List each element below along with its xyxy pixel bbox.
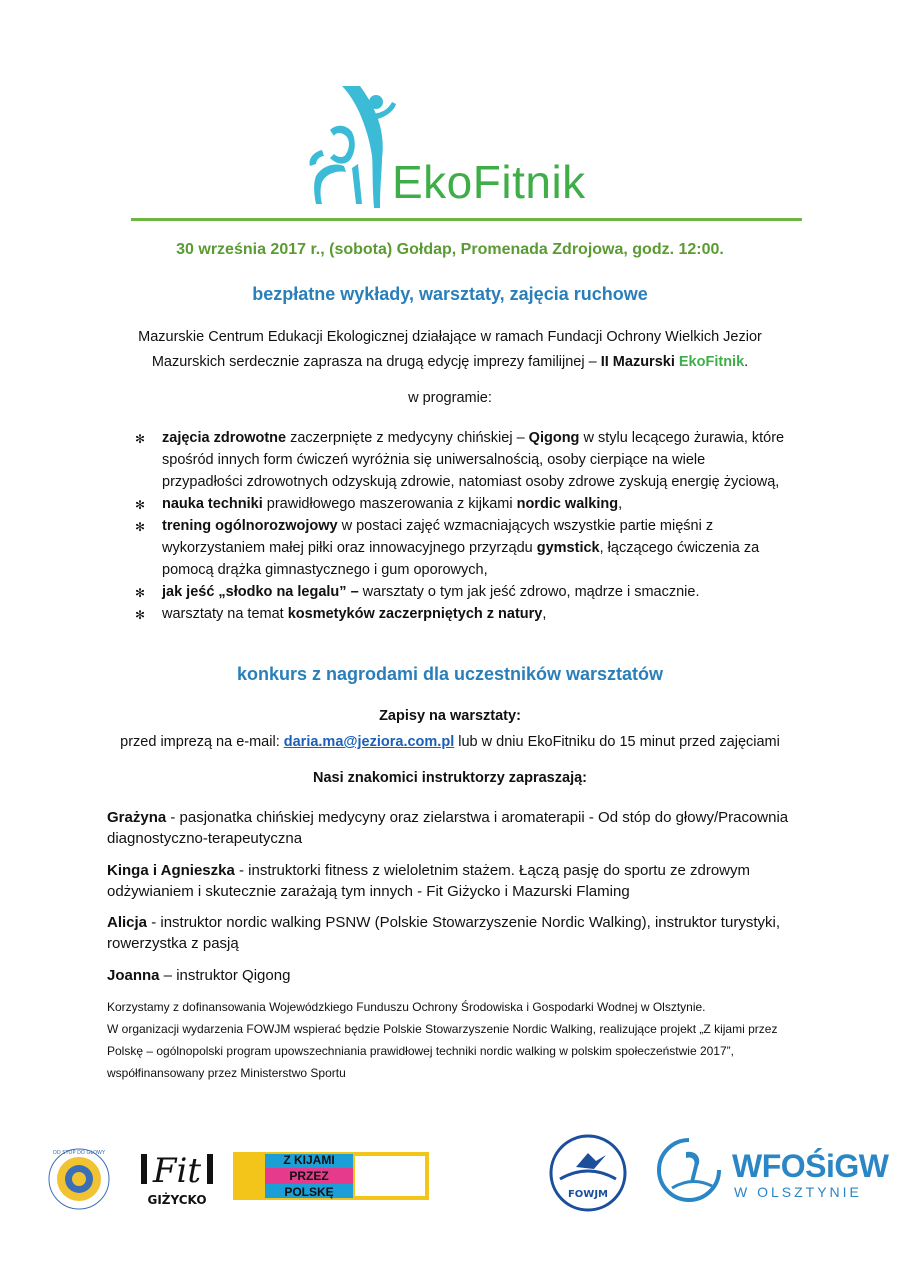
asterisk-icon: ✻ — [135, 586, 146, 600]
wfosigw-title: WFOŚiGW — [732, 1148, 889, 1184]
header-divider — [131, 218, 802, 221]
item-text: prawidłowego maszerowania z kijkami — [262, 496, 517, 512]
ministry-badge — [355, 1156, 425, 1196]
list-item — [135, 427, 785, 493]
item-text: zaczerpnięte z medycyny chińskiej – — [286, 430, 529, 446]
item-bold: zajęcia zdrowotne — [162, 430, 287, 446]
item-bold: Qigong — [528, 430, 580, 446]
intro-paragraph — [0, 325, 900, 375]
instructor-grazyna — [107, 807, 807, 849]
intro-brand: EkoFitnik — [678, 354, 745, 370]
z-kijami-logo — [233, 1152, 429, 1200]
gizycko-label: GIŻYCKO — [147, 1193, 207, 1207]
item-text: warsztaty o tym jak jeść zdrowo, mądrze i smacznie. — [358, 584, 700, 600]
item-bold: nauka techniki — [162, 496, 263, 512]
z-kijami-line-1: Z KIJAMI — [283, 1153, 335, 1167]
od-stop-do-glowy-logo — [42, 1147, 116, 1211]
heron-icon — [686, 1152, 699, 1182]
intro-end: . — [744, 354, 749, 370]
intro-line-1: Mazurskie Centrum Edukacji Ekologicznej działające w ramach Fundacji Ochrony Wielkich Jezior — [138, 329, 762, 345]
email-link[interactable]: daria.ma@jeziora.com.pl — [283, 734, 455, 750]
instructor-name: Joanna — [107, 967, 160, 984]
contest-heading: konkurs z nagrodami dla uczestników warsztatów — [236, 664, 664, 684]
list-item — [135, 603, 785, 625]
item-bold: kosmetyków zaczerpniętych z natury — [287, 606, 543, 622]
item-text: , łączącego ćwiczenia za pomocą drążka gimnastycznego i gum oporowych, — [162, 540, 760, 578]
list-item — [135, 493, 785, 515]
intro-text: Mazurskich serdecznie zaprasza na drugą edycję imprezy familijnej – — [151, 354, 601, 370]
item-bold: gymstick — [536, 540, 600, 556]
z-kijami-line-3: POLSKĘ — [284, 1185, 334, 1199]
signup-title: Zapisy na warsztaty: — [379, 708, 521, 724]
instructor-name: Alicja — [107, 914, 148, 931]
asterisk-icon: ✻ — [135, 608, 146, 622]
fit-label: Fit — [152, 1151, 202, 1191]
funding-note — [107, 996, 807, 1084]
brand-title: EkoFitnik — [392, 156, 586, 208]
event-date-line: 30 września 2017 r., (sobota) Gołdap, Promenada Zdrojowa, godz. 12:00. — [176, 241, 724, 258]
list-item — [135, 581, 785, 603]
instructor-desc: – instruktor Qigong — [159, 967, 291, 984]
item-text: , — [618, 496, 623, 512]
intro-line-2 — [0, 350, 900, 375]
wfosigw-subtitle: W OLSZTYNIE — [734, 1184, 862, 1200]
wfosigw-bird-logo — [652, 1136, 726, 1202]
item-text: , — [542, 606, 547, 622]
program-label: w programie: — [408, 390, 492, 406]
item-bold: trening ogólnorozwojowy — [162, 518, 338, 534]
asterisk-icon: ✻ — [135, 432, 146, 446]
asterisk-icon: ✻ — [135, 498, 146, 512]
instructor-desc: - pasjonatka chińskiej medycyny oraz zielarstwa i aromaterapii - Od stóp do głowy/Pracownia diagnostyczno-terapeutyczna — [107, 809, 789, 847]
instructor-name: Kinga i Agnieszka — [107, 862, 235, 879]
instructor-desc: - instruktor nordic walking PSNW (Polskie Stowarzyszenie Nordic Walking), instruktor turystyki, rowerzystka z pasją — [107, 914, 780, 952]
item-text: w stylu lecącego żurawia, które spośród innych form ćwiczeń wyróżnia się uniwersalnością, osoby cierpiące na wiele przypadłości zdrowotnych odzyskują zdrowie, natomiast osoby zdrowe zyskują energię życiową, — [162, 430, 785, 490]
intro-bold: II Mazurski — [600, 354, 679, 370]
instructor-joanna — [107, 965, 807, 986]
instructor-alicja — [107, 912, 807, 954]
asterisk-icon: ✻ — [135, 520, 146, 534]
gymnast-logo-icon — [300, 80, 400, 210]
od-stop-label: OD STÓP DO GŁOWY — [52, 1150, 106, 1156]
item-text: w postaci zajęć wzmacniających wszystkie partie mięśni z wykorzystaniem małej piłki oraz innowacyjnego przyrządu — [162, 518, 714, 556]
signup-line — [0, 734, 900, 750]
item-text: warsztaty na temat — [162, 606, 288, 622]
item-bold: nordic walking — [516, 496, 619, 512]
funding-line-1: Korzystamy z dofinansowania Wojewódzkiego Funduszu Ochrony Środowiska i Gospodarki Wodnej w Olsztynie. — [107, 1000, 706, 1014]
item-bold: jak jeść „słodko na legalu” – — [162, 584, 359, 600]
program-list — [135, 427, 785, 625]
instructor-kinga — [107, 860, 807, 902]
instructor-name: Grażyna — [107, 809, 167, 826]
funding-line-2: W organizacji wydarzenia FOWJM wspierać będzie Polskie Stowarzyszenie Nordic Walking, realizujące projekt „Z kijami przez Polskę – ogólnopolski program upowszechniania prawidłowej techniki nordic walking w polskim społeczeństwie 2017”, współfinansowany przez Ministerstwo Sportu — [107, 1022, 778, 1080]
fit-gizycko-logo — [137, 1140, 217, 1210]
fowjm-logo — [548, 1133, 628, 1213]
instructor-desc: - instruktorki fitness z wieloletnim stażem. Łączą pasję do sportu ze zdrowym odżywianiem i skutecznie zarażają tym innych - Fit Giżycko i Mazurski Flaming — [107, 862, 751, 900]
list-item — [135, 515, 785, 581]
signup-text: przed imprezą na e-mail: — [120, 734, 284, 750]
z-kijami-line-2: PRZEZ — [289, 1169, 329, 1183]
instructors-title: Nasi znakomici instruktorzy zapraszają: — [313, 770, 587, 786]
fowjm-label: FOWJM — [567, 1189, 609, 1200]
signup-text-end: lub w dniu EkoFitniku do 15 minut przed zajęciami — [454, 734, 780, 750]
event-subtitle: bezpłatne wykłady, warsztaty, zajęcia ruchowe — [252, 284, 648, 304]
